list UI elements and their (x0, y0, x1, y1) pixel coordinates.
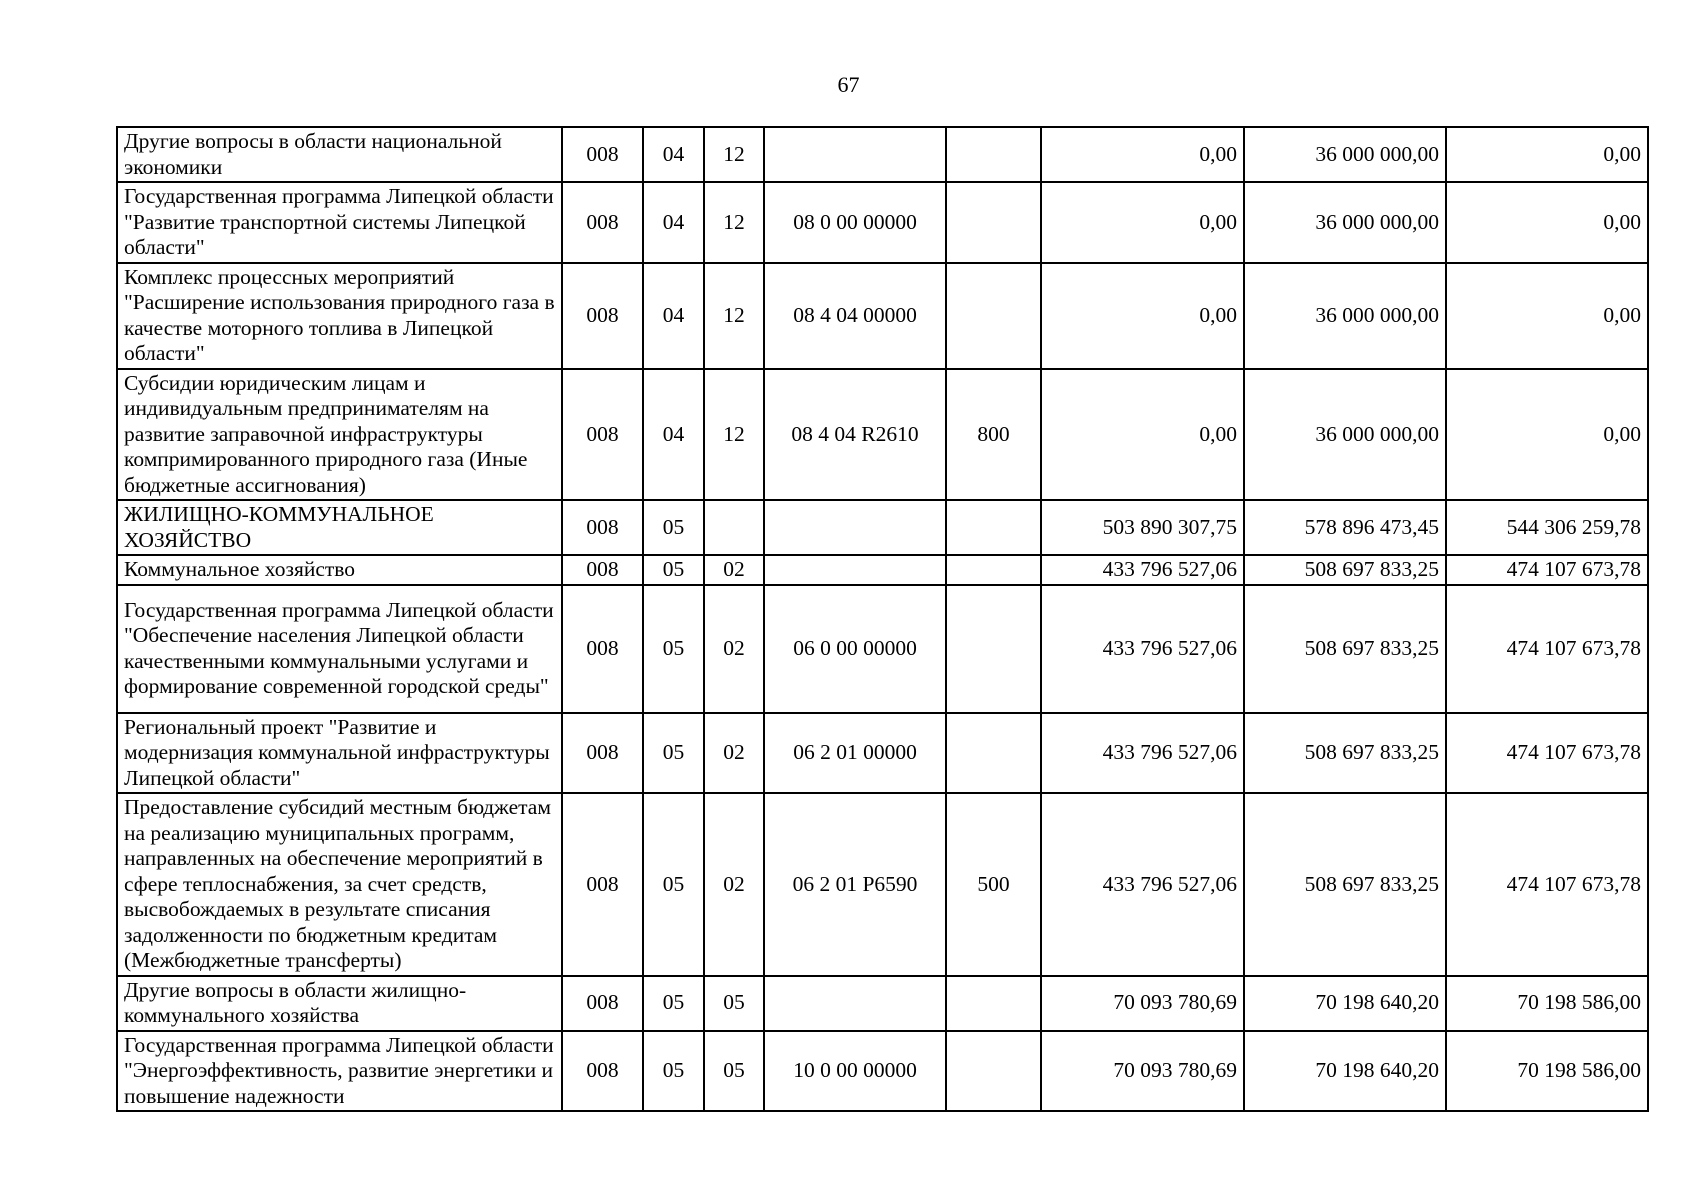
section-code-cell: 05 (643, 1031, 704, 1112)
subsection-code-cell: 12 (704, 182, 764, 263)
amount-year2-cell: 508 697 833,25 (1244, 555, 1446, 585)
section-code-cell: 05 (643, 713, 704, 794)
amount-year2-cell: 70 198 640,20 (1244, 1031, 1446, 1112)
amount-year1-cell: 0,00 (1041, 369, 1244, 501)
table-row (117, 555, 1648, 585)
subsection-code-cell: 12 (704, 127, 764, 182)
expense-type-cell (946, 127, 1041, 182)
section-code-cell: 05 (643, 976, 704, 1031)
amount-year3-cell: 474 107 673,78 (1446, 585, 1648, 713)
subsection-code-cell: 02 (704, 793, 764, 976)
expense-type-cell (946, 713, 1041, 794)
subsection-code-cell: 12 (704, 369, 764, 501)
amount-year2-cell: 508 697 833,25 (1244, 793, 1446, 976)
amount-year1-cell: 70 093 780,69 (1041, 976, 1244, 1031)
row-name-cell: Коммунальное хозяйство (117, 555, 562, 585)
subsection-code-cell: 02 (704, 713, 764, 794)
amount-year3-cell: 474 107 673,78 (1446, 555, 1648, 585)
expense-type-cell: 500 (946, 793, 1041, 976)
target-article-cell (764, 500, 946, 555)
amount-year3-cell: 474 107 673,78 (1446, 793, 1648, 976)
ved-code-cell: 008 (562, 976, 643, 1031)
amount-year1-cell: 0,00 (1041, 263, 1244, 369)
amount-year2-cell: 508 697 833,25 (1244, 713, 1446, 794)
amount-year3-cell: 0,00 (1446, 127, 1648, 182)
amount-year2-cell: 70 198 640,20 (1244, 976, 1446, 1031)
amount-year1-cell: 0,00 (1041, 182, 1244, 263)
target-article-cell: 08 4 04 R2610 (764, 369, 946, 501)
amount-year1-cell: 433 796 527,06 (1041, 555, 1244, 585)
table-row (117, 182, 1648, 263)
table-row (117, 793, 1648, 976)
table-row (117, 713, 1648, 794)
ved-code-cell: 008 (562, 500, 643, 555)
table-row (117, 369, 1648, 501)
amount-year1-cell: 503 890 307,75 (1041, 500, 1244, 555)
ved-code-cell: 008 (562, 182, 643, 263)
amount-year2-cell: 36 000 000,00 (1244, 127, 1446, 182)
amount-year1-cell: 0,00 (1041, 127, 1244, 182)
section-code-cell: 05 (643, 555, 704, 585)
ved-code-cell: 008 (562, 127, 643, 182)
amount-year3-cell: 0,00 (1446, 369, 1648, 501)
amount-year3-cell: 70 198 586,00 (1446, 1031, 1648, 1112)
row-name-cell: Другие вопросы в области жилищно-коммунального хозяйства (117, 976, 562, 1031)
row-name-cell: Предоставление субсидий местным бюджетам на реализацию муниципальных программ, направленных на обеспечение мероприятий в сфере теплоснабжения, за счет средств, высвобождаемых в результате списания задолженности по бюджетным кредитам (Межбюджетные трансферты) (117, 793, 562, 976)
amount-year3-cell: 474 107 673,78 (1446, 713, 1648, 794)
amount-year2-cell: 508 697 833,25 (1244, 585, 1446, 713)
table-row (117, 127, 1648, 182)
table-row (117, 585, 1648, 713)
section-code-cell: 04 (643, 182, 704, 263)
amount-year3-cell: 70 198 586,00 (1446, 976, 1648, 1031)
expense-type-cell (946, 182, 1041, 263)
row-name-cell: Государственная программа Липецкой области "Энергоэффективность, развитие энергетики и повышение надежности (117, 1031, 562, 1112)
subsection-code-cell: 12 (704, 263, 764, 369)
target-article-cell (764, 976, 946, 1031)
amount-year1-cell: 70 093 780,69 (1041, 1031, 1244, 1112)
expense-type-cell (946, 976, 1041, 1031)
page-number: 67 (837, 72, 860, 97)
section-code-cell: 05 (643, 793, 704, 976)
expense-type-cell (946, 555, 1041, 585)
ved-code-cell: 008 (562, 555, 643, 585)
target-article-cell (764, 127, 946, 182)
subsection-code-cell: 02 (704, 585, 764, 713)
target-article-cell: 08 4 04 00000 (764, 263, 946, 369)
table-row (117, 976, 1648, 1031)
target-article-cell: 08 0 00 00000 (764, 182, 946, 263)
expense-type-cell (946, 1031, 1041, 1112)
section-code-cell: 04 (643, 127, 704, 182)
ved-code-cell: 008 (562, 1031, 643, 1112)
target-article-cell: 06 2 01 P6590 (764, 793, 946, 976)
expense-type-cell (946, 500, 1041, 555)
amount-year2-cell: 36 000 000,00 (1244, 369, 1446, 501)
target-article-cell: 06 0 00 00000 (764, 585, 946, 713)
row-name-cell: Комплекс процессных мероприятий "Расширение использования природного газа в качестве моторного топлива в Липецкой области" (117, 263, 562, 369)
ved-code-cell: 008 (562, 793, 643, 976)
amount-year1-cell: 433 796 527,06 (1041, 713, 1244, 794)
amount-year2-cell: 36 000 000,00 (1244, 182, 1446, 263)
amount-year3-cell: 0,00 (1446, 263, 1648, 369)
table-row (117, 263, 1648, 369)
target-article-cell: 10 0 00 00000 (764, 1031, 946, 1112)
table-row (117, 1031, 1648, 1112)
section-code-cell: 05 (643, 500, 704, 555)
row-name-cell: ЖИЛИЩНО-КОММУНАЛЬНОЕ ХОЗЯЙСТВО (117, 500, 562, 555)
budget-table (116, 126, 1649, 1112)
subsection-code-cell: 05 (704, 976, 764, 1031)
target-article-cell: 06 2 01 00000 (764, 713, 946, 794)
row-name-cell: Субсидии юридическим лицам и индивидуальным предпринимателям на развитие заправочной инфраструктуры компримированного природного газа (Иные бюджетные ассигнования) (117, 369, 562, 501)
section-code-cell: 04 (643, 369, 704, 501)
section-code-cell: 04 (643, 263, 704, 369)
subsection-code-cell: 05 (704, 1031, 764, 1112)
ved-code-cell: 008 (562, 585, 643, 713)
table-body (117, 127, 1648, 1111)
amount-year2-cell: 578 896 473,45 (1244, 500, 1446, 555)
expense-type-cell (946, 585, 1041, 713)
amount-year2-cell: 36 000 000,00 (1244, 263, 1446, 369)
amount-year1-cell: 433 796 527,06 (1041, 793, 1244, 976)
amount-year3-cell: 0,00 (1446, 182, 1648, 263)
subsection-code-cell (704, 500, 764, 555)
ved-code-cell: 008 (562, 369, 643, 501)
row-name-cell: Региональный проект "Развитие и модернизация коммунальной инфраструктуры Липецкой области" (117, 713, 562, 794)
target-article-cell (764, 555, 946, 585)
table-row (117, 500, 1648, 555)
row-name-cell: Государственная программа Липецкой области "Обеспечение населения Липецкой области качественными коммунальными услугами и формирование современной городской среды" (117, 585, 562, 713)
expense-type-cell (946, 263, 1041, 369)
row-name-cell: Другие вопросы в области национальной экономики (117, 127, 562, 182)
amount-year1-cell: 433 796 527,06 (1041, 585, 1244, 713)
expense-type-cell: 800 (946, 369, 1041, 501)
amount-year3-cell: 544 306 259,78 (1446, 500, 1648, 555)
section-code-cell: 05 (643, 585, 704, 713)
ved-code-cell: 008 (562, 263, 643, 369)
row-name-cell: Государственная программа Липецкой области "Развитие транспортной системы Липецкой области" (117, 182, 562, 263)
subsection-code-cell: 02 (704, 555, 764, 585)
ved-code-cell: 008 (562, 713, 643, 794)
